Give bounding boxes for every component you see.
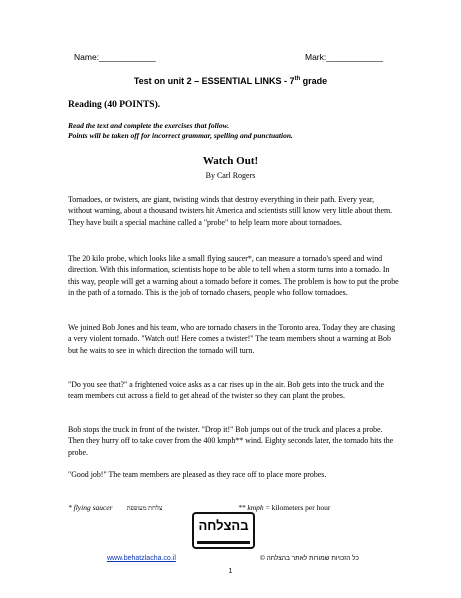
- test-title-main: Test on unit 2 – ESSENTIAL LINKS - 7: [133, 76, 295, 86]
- footnote-term: * flying saucer: [68, 503, 113, 512]
- footnote-kmph: [238, 503, 330, 512]
- instructions: [68, 121, 293, 141]
- story-author: By Carl Rogers: [205, 171, 256, 180]
- story-paragraph: "Good job!" The team members are pleased as they race off to place more probes.: [68, 470, 327, 479]
- footnote-hebrew: צלחת מעופפת: [126, 505, 163, 512]
- story-paragraph: Tornadoes, or twisters, are giant, twisting winds that destroy everything in their path. Every year, without warning, about a thousand twisters hit America and scientists still know very little about them. They have built a special machine called a "probe" to help learn more about tornadoes.: [68, 195, 393, 227]
- story-title: Watch Out!: [202, 155, 259, 167]
- website-link[interactable]: www.behatzlacha.co.il: [107, 555, 176, 562]
- reading-heading: Reading (40 POINTS).: [68, 100, 161, 110]
- test-title-sup: th: [294, 76, 301, 82]
- story-paragraph: We joined Bob Jones and his team, who are tornado chasers in the Toronto area. Today they are chasing a very violent tornado. "Watch out! Here comes a twister!" The team members shout a warning at Bob but he waits to see in which direction the tornado will turn.: [68, 323, 396, 355]
- story-paragraph: The 20 kilo probe, which looks like a small flying saucer*, can measure a tornado's speed and wind direction. With this information, scientists hope to be able to tell when a storm turns into a tornado. In this way, people will get a warning about a tornado before it comes. The problem is how to put the probe in the path of a tornado. This is the job of tornado chasers, people who follow tornadoes.: [68, 254, 399, 297]
- instruction-line: Points will be taken off for incorrect grammar, spelling and punctuation.: [68, 131, 293, 140]
- copyright-notice: כל הזכויות שמורות לאתר בהצלחה ©: [260, 555, 359, 562]
- page-number: 1: [228, 568, 233, 575]
- name-blank: ____________: [99, 52, 156, 62]
- mark-blank: ____________: [326, 52, 383, 62]
- instruction-line: Read the text and complete the exercises that follow.: [68, 121, 230, 130]
- test-title: [0, 76, 461, 86]
- name-field: [74, 52, 156, 62]
- test-title-tail: grade: [300, 76, 328, 86]
- mark-label: Mark:: [305, 52, 327, 62]
- logo-underline: [197, 541, 250, 544]
- story-paragraph: "Do you see that?" a frightened voice asks as a car rises up in the air. Bob gets into the truck and the team members cut across a field to get ahead of the twister so they can plant the probes.: [68, 380, 385, 401]
- footnote-definition: = kilometers per hour: [263, 503, 331, 512]
- behatzlacha-logo: [192, 512, 255, 549]
- logo-text: בהצלחה: [198, 518, 249, 533]
- footnote-flying-saucer: [68, 503, 162, 512]
- mark-field: [305, 52, 383, 62]
- story-paragraph: Bob stops the truck in front of the twister. "Drop it!" Bob jumps out of the truck and places a probe. Then they hurry off to take cover from the 400 kmph** wind. Eighty seconds later, the tornado hits the probe.: [68, 425, 394, 457]
- footnote-term: ** kmph: [238, 503, 264, 512]
- name-label: Name:: [74, 52, 100, 62]
